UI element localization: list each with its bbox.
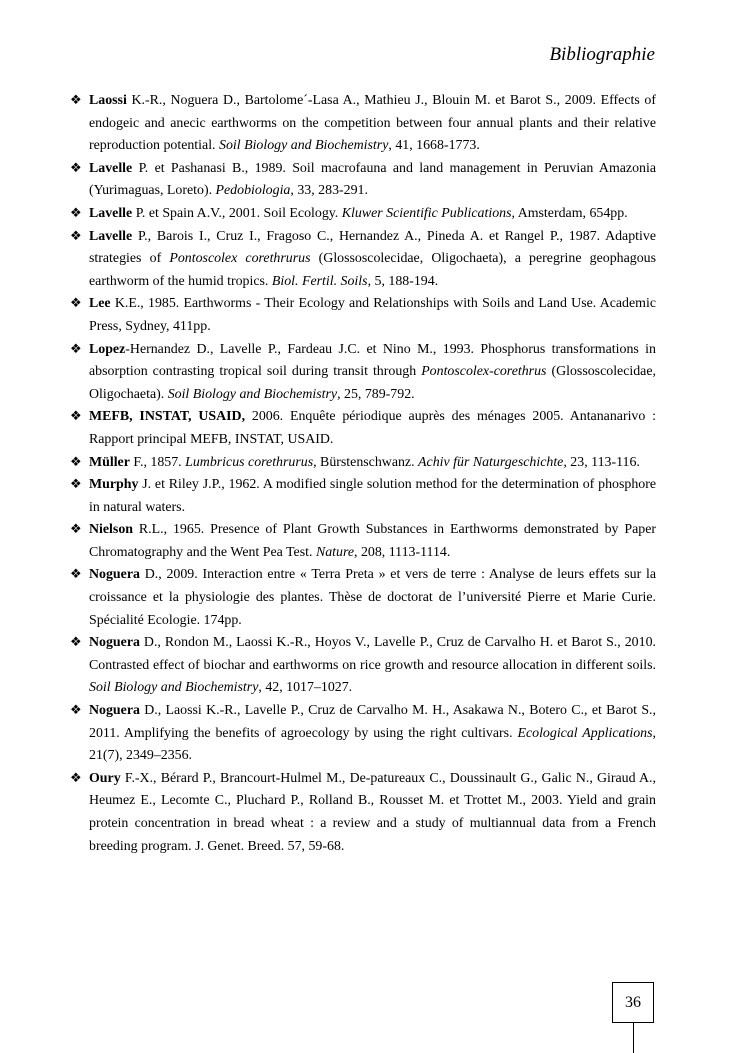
reference-text: , Bürstenschwanz. (313, 454, 419, 470)
reference-title-italic: Nature (315, 544, 355, 560)
reference-text: D., Rondon M., Laossi K.-R., Hoyos V., Lavelle P., Cruz de Carvalho H. et Barot S., 2010. Contrasted effect of biochar and earthworms on rice growth and resource allocation in different soils. (89, 635, 656, 673)
reference-entry (70, 339, 656, 407)
page-number-box (612, 982, 654, 1023)
reference-text: , 33, 283-291. (290, 183, 368, 199)
reference-author: Noguera (89, 703, 140, 719)
reference-text: K.E., 1985. Earthworms - Their Ecology and Relationships with Soils and Land Use. Academic Press, Sydney, 411pp. (89, 296, 656, 334)
reference-text: , 25, 789-792. (337, 386, 415, 402)
reference-author: Lopez (89, 341, 126, 357)
reference-text: D., 2009. Interaction entre « Terra Preta » et vers de terre : Analyse de leurs effets sur la croissance et la physiologie des plantes. Thèse de doctorat de l’université Pierre et Marie Curie. Spécialité Ecologie. 174pp. (89, 567, 656, 628)
reference-entry (70, 700, 656, 768)
reference-text: R.L., 1965. Presence of Plant Growth Substances in Earthworms demonstrated by Paper Chromatography and the Went Pea Test. (89, 522, 656, 560)
reference-text: K.-R., Noguera D., Bartolome´-Lasa A., Mathieu J., Blouin M. et Barot S., 2009. Effects of endogeic and anecic earthworms on the competition between four annual plants and their relative reproduction potential. (89, 93, 656, 154)
bullet-diamond-icon: ❖ (70, 454, 82, 470)
page-number-rule (633, 1023, 634, 1053)
bullet-diamond-icon: ❖ (70, 522, 82, 538)
reference-entry (70, 406, 656, 451)
reference-author: Müller (89, 454, 130, 470)
reference-text: , 41, 1668-1773. (388, 138, 480, 154)
reference-title-italic: Pedobiologia (215, 183, 291, 199)
reference-author: Noguera (89, 635, 140, 651)
reference-title-italic: Lumbricus corethrurus (185, 454, 314, 470)
reference-text: , Amsterdam, 654pp. (511, 205, 628, 221)
reference-text: 2006. Enquête périodique auprès des ménages 2005. Antananarivo : Rapport principal MEFB, INSTAT, USAID. (89, 409, 657, 447)
reference-entry (70, 226, 656, 294)
bullet-diamond-icon: ❖ (70, 93, 82, 108)
reference-text: (Glossoscolecidae, Oligochaeta). (89, 364, 656, 402)
reference-text: D., Laossi K.-R., Lavelle P., Cruz de Carvalho M. H., Asakawa N., Botero C., et Barot S., 2011. Amplifying the benefits of agroecology by using the right cultivars. (89, 703, 656, 741)
bullet-diamond-icon: ❖ (70, 635, 82, 651)
bullet-diamond-icon: ❖ (70, 567, 82, 583)
reference-title-italic: Ecological Applications (517, 725, 653, 741)
reference-text: P. et Pashanasi B., 1989. Soil macrofauna and land management in Peruvian Amazonia (Yurimaguas, Loreto). (89, 160, 656, 199)
reference-text: F.-X., Bérard P., Brancourt-Hulmel M., De-patureaux C., Doussinault G., Galic N., Giraud A., Heumez E., Lecomte C., Pluchard P., Rolland B., Rousset M. et Trottet M., 2003. Yield and grain protein concentration in bread wheat : a review and a study of multiannual data from a French breeding program. J. Genet. Breed. 57, 59-68. (89, 770, 656, 854)
bullet-diamond-icon: ❖ (70, 703, 82, 719)
reference-title-italic: Biol. Fertil. Soils (271, 273, 368, 289)
reference-title-italic: Soil Biology and Biochemistry (89, 680, 259, 696)
reference-text: -Hernandez D., Lavelle P., Fardeau J.C. et Nino M., 1993. Phosphorus transformations in absorption contrasting tropical soil during transit through (89, 341, 656, 380)
reference-text: , 5, 188-194. (367, 273, 439, 289)
bullet-diamond-icon: ❖ (70, 228, 82, 244)
reference-text: , 21(7), 2349–2356. (89, 725, 657, 764)
reference-entry (70, 203, 656, 226)
reference-author: Oury (89, 770, 121, 786)
reference-author: Murphy (89, 477, 139, 493)
reference-entry (70, 293, 656, 338)
bullet-diamond-icon: ❖ (70, 160, 82, 176)
bibliography-list (70, 90, 656, 858)
reference-text: F., 1857. (129, 454, 186, 470)
reference-entry (70, 519, 656, 564)
reference-text: P. et Spain A.V., 2001. Soil Ecology. (132, 205, 342, 221)
reference-text: , 208, 1113-1114. (354, 544, 451, 560)
reference-author: Lavelle (89, 205, 133, 221)
reference-entry (70, 768, 656, 858)
reference-text: , 42, 1017–1027. (258, 680, 353, 696)
reference-entry (70, 474, 656, 519)
reference-author: Lee (89, 296, 111, 312)
page-number: 36 (625, 993, 641, 1011)
reference-title-italic: Pontoscolex corethrurus (169, 251, 311, 267)
bullet-diamond-icon: ❖ (70, 341, 82, 357)
bullet-diamond-icon: ❖ (70, 205, 82, 221)
reference-title-italic: Achiv für Naturgeschichte (418, 454, 564, 470)
reference-author: Nielson (89, 522, 133, 538)
running-header-title: Bibliographie (549, 44, 655, 65)
bullet-diamond-icon: ❖ (70, 477, 82, 493)
reference-entry (70, 632, 656, 700)
reference-entry (70, 564, 656, 632)
reference-author: Lavelle (89, 160, 133, 176)
bullet-diamond-icon: ❖ (70, 409, 82, 425)
reference-title-italic: Kluwer Scientific Publications (341, 205, 512, 221)
reference-entry (70, 452, 656, 475)
reference-author: Noguera (89, 567, 140, 583)
reference-text: (Glossoscolecidae, Oligochaeta), a peregrine geophagous earthworm of the humid tropics. (89, 251, 657, 289)
reference-entry (70, 158, 656, 203)
reference-text: J. et Riley J.P., 1962. A modified single solution method for the determination of phosphore in natural waters. (89, 477, 656, 515)
reference-entry (70, 90, 656, 158)
reference-author: Laossi (89, 93, 127, 108)
reference-title-italic: Soil Biology and Biochemistry (219, 138, 389, 154)
reference-text: P., Barois I., Cruz I., Fragoso C., Hernandez A., Pineda A. et Rangel P., 1987. Adaptive strategies of (89, 228, 656, 267)
bullet-diamond-icon: ❖ (70, 770, 82, 786)
reference-title-italic: Pontoscolex-corethrus (421, 364, 547, 380)
bullet-diamond-icon: ❖ (70, 296, 82, 312)
reference-text: , 23, 113-116. (563, 454, 640, 470)
reference-author: Lavelle (89, 228, 133, 244)
reference-author: MEFB, INSTAT, USAID, (89, 409, 246, 425)
reference-title-italic: Soil Biology and Biochemistry (167, 386, 338, 402)
